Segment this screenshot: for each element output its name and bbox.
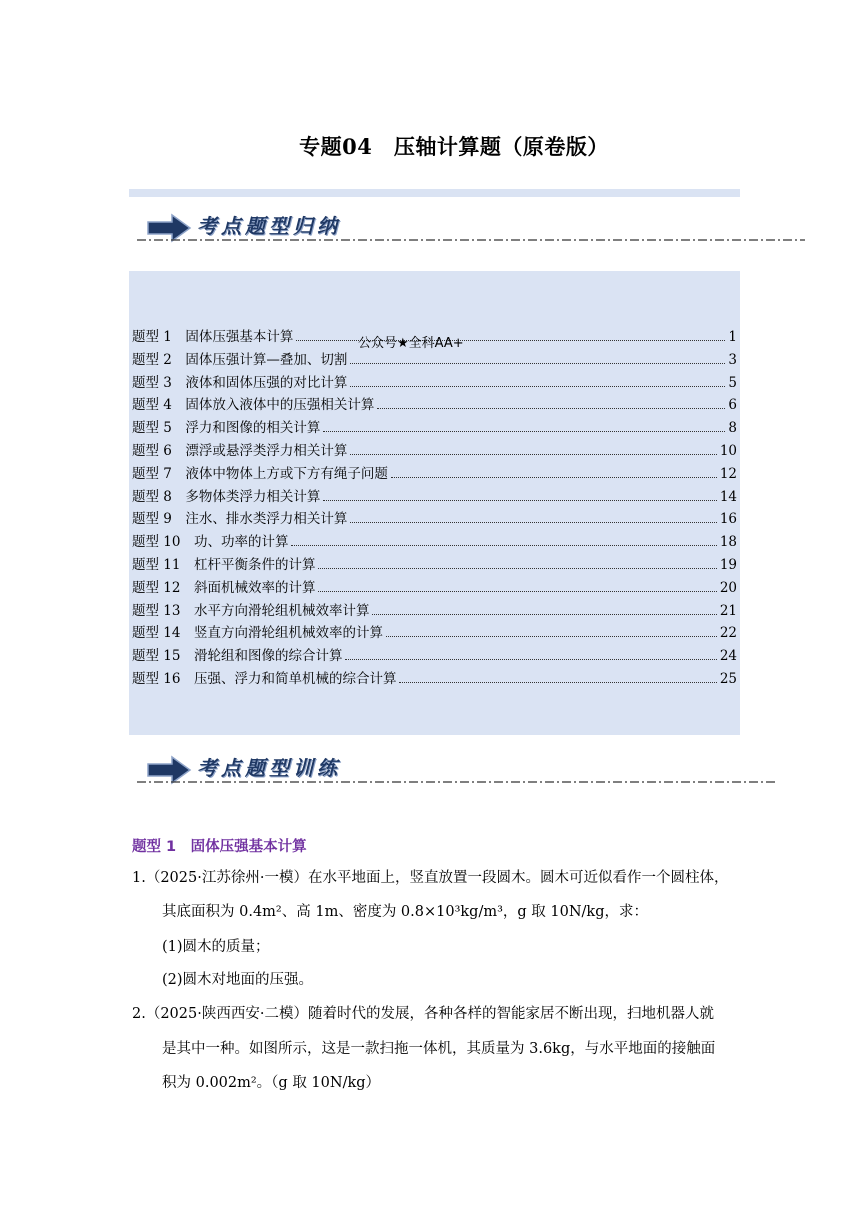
toc-leader-dots: [291, 534, 716, 546]
toc-entry-label: 题型 11 杠杆平衡条件的计算: [132, 557, 316, 573]
toc-entry[interactable]: [132, 464, 737, 486]
toc-entry-page: 18: [719, 534, 737, 551]
toc-entry-label: 题型 5 浮力和图像的相关计算: [132, 420, 321, 437]
toc-entry-label: 题型 1 固体压强基本计算: [132, 329, 294, 345]
toc-entry-label: 题型 12 斜面机械效率的计算: [132, 579, 316, 596]
question-2-line-2: 是其中一种。如图所示，这是一款扫拖一体机，其质量为 3.6kg，与水平地面的接触面: [162, 1041, 716, 1057]
section-summary-title: 考点题型归纳: [197, 214, 341, 238]
toc-entry-page: 6: [728, 397, 737, 414]
toc-entry[interactable]: [132, 601, 737, 623]
toc-entry-label: 题型 10 功、功率的计算: [132, 534, 289, 551]
toc-entry[interactable]: [132, 350, 737, 372]
toc-entry-label: 题型 6 漂浮或悬浮类浮力相关计算: [132, 443, 348, 459]
toc-entry-page: 25: [719, 671, 737, 687]
toc-entry-label: 题型 4 固体放入液体中的压强相关计算: [132, 397, 375, 414]
toc-entry[interactable]: [132, 623, 737, 645]
watermark-text: 公众号★全科AA+: [358, 336, 464, 351]
toc-entry[interactable]: [132, 669, 737, 691]
toc-entry[interactable]: [132, 373, 737, 395]
toc-entry[interactable]: [132, 418, 737, 440]
toc-entry-page: 22: [719, 625, 737, 642]
toc-entry[interactable]: [132, 646, 737, 668]
toc-entry-page: 20: [719, 579, 737, 596]
toc-entry-page: 24: [719, 648, 737, 665]
toc-entry-label: 题型 9 注水、排水类浮力相关计算: [132, 511, 348, 528]
toc-entry-label: 题型 13 水平方向滑轮组机械效率计算: [132, 602, 370, 619]
question-2-line-1: 2.（2025·陕西西安·二模）随着时代的发展，各种各样的智能家居不断出现，扫地机器人就: [132, 1006, 714, 1022]
toc-leader-dots: [323, 420, 725, 432]
toc-entry-label: 题型 16 压强、浮力和简单机械的综合计算: [132, 671, 397, 687]
question-2-line-3: 积为 0.002m²。（g 取 10N/kg）: [162, 1075, 381, 1091]
toc-leader-dots: [377, 397, 725, 409]
page-title: 专题04 压轴计算题（原卷版）: [299, 134, 609, 159]
toc-entry-page: 8: [728, 420, 737, 437]
toc-entry-page: 3: [728, 351, 737, 368]
toc-entry-label: 题型 8 多物体类浮力相关计算: [132, 488, 321, 505]
header-strip: [129, 189, 740, 197]
toc-entry-label: 题型 15 滑轮组和图像的综合计算: [132, 648, 343, 665]
toc-leader-dots: [391, 466, 717, 478]
toc-entry-label: 题型 7 液体中物体上方或下方有绳子问题: [132, 465, 388, 482]
toc-entry-page: 10: [719, 443, 737, 459]
question-1-line-2: 其底面积为 0.4m²、高 1m、密度为 0.8×10³kg/m³，g 取 10N/kg，求：: [162, 904, 649, 920]
section-header-summary: [137, 207, 797, 247]
toc-entry-page: 21: [719, 602, 737, 619]
toc-leader-dots: [350, 443, 716, 455]
toc-entry[interactable]: [132, 555, 737, 577]
toc-leader-dots: [350, 352, 725, 364]
toc-leader-dots: [350, 511, 716, 523]
question-1-sub-1: (1)圆木的质量；: [162, 939, 270, 955]
toc-entry-page: 5: [728, 374, 737, 391]
section-practice-title: 考点题型训练: [197, 756, 341, 780]
toc-entry[interactable]: [132, 578, 737, 600]
question-1-sub-2: (2)圆木对地面的压强。: [162, 972, 314, 988]
toc-leader-dots: [318, 580, 716, 592]
question-type-heading: 题型 1 固体压强基本计算: [132, 839, 307, 855]
toc-entry[interactable]: [132, 441, 737, 463]
toc-leader-dots: [399, 671, 716, 683]
toc-entry-page: 16: [719, 511, 737, 528]
toc-leader-dots: [323, 489, 716, 501]
toc-entry-label: 题型 2 固体压强计算—叠加、切割: [132, 351, 348, 368]
toc-entry[interactable]: [132, 509, 737, 531]
section-header-practice: [137, 749, 797, 789]
toc-entry[interactable]: [132, 532, 737, 554]
toc-entry-page: 12: [719, 465, 737, 482]
toc-entry-page: 14: [719, 488, 737, 505]
toc-entry[interactable]: [132, 395, 737, 417]
dash-dot-divider: [137, 238, 805, 242]
toc-entry-page: 1: [728, 329, 737, 345]
toc-leader-dots: [345, 648, 716, 660]
toc-leader-dots: [386, 625, 717, 637]
question-1-line-1: 1.（2025·江苏徐州·一模）在水平地面上，竖直放置一段圆木。圆木可近似看作一个圆柱体，: [132, 870, 729, 886]
toc-leader-dots: [372, 603, 716, 615]
toc-leader-dots: [318, 557, 716, 569]
toc-entry-label: 题型 3 液体和固体压强的对比计算: [132, 374, 348, 391]
toc-entry-label: 题型 14 竖直方向滑轮组机械效率的计算: [132, 625, 383, 642]
toc-entry-page: 19: [719, 557, 737, 573]
dash-dot-divider: [137, 780, 777, 784]
toc-entry[interactable]: [132, 487, 737, 509]
toc-leader-dots: [350, 375, 725, 387]
